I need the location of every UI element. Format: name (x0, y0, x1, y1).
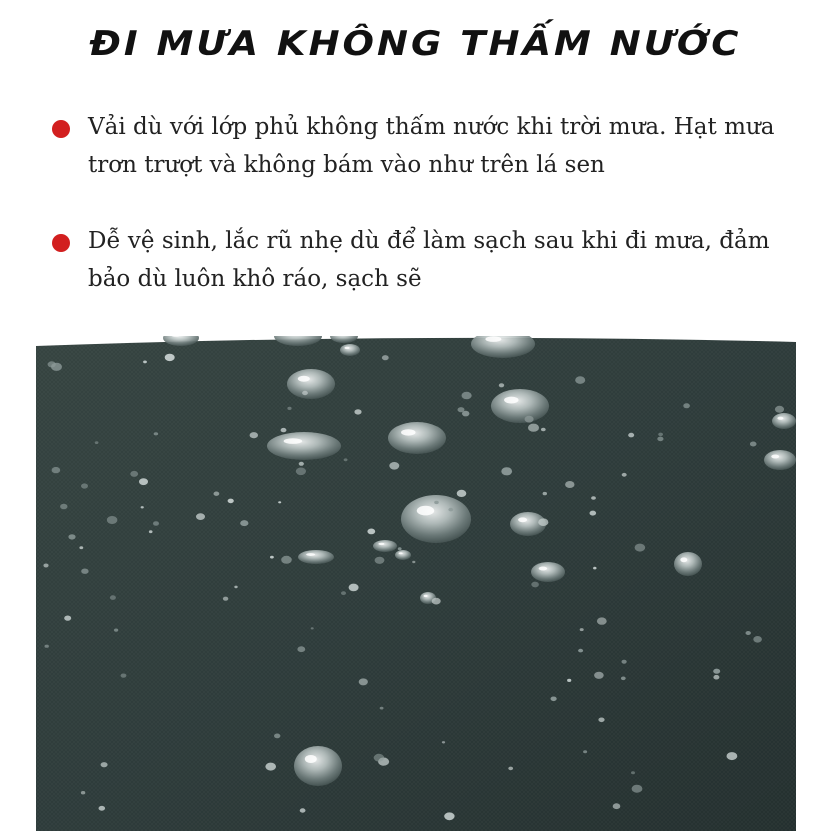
water-speck (139, 478, 148, 485)
water-speck (341, 591, 346, 595)
droplet-highlight (424, 595, 428, 597)
water-speck (64, 616, 71, 621)
water-speck (432, 598, 441, 605)
water-speck (228, 499, 234, 504)
water-speck (434, 501, 439, 504)
water-speck (580, 628, 584, 631)
water-speck (354, 409, 361, 414)
water-speck (525, 416, 534, 423)
water-speck (528, 424, 539, 432)
water-speck (68, 534, 75, 539)
water-speck (154, 432, 158, 435)
water-speck (590, 511, 597, 516)
water-speck (621, 677, 626, 681)
droplet-highlight (771, 455, 779, 459)
water-speck (165, 354, 175, 361)
water-speck (299, 462, 304, 466)
water-speck (107, 516, 118, 524)
water-speck (300, 808, 306, 812)
droplet-highlight (401, 429, 416, 435)
water-speck (114, 629, 118, 632)
water-speck (591, 496, 596, 500)
water-speck (281, 428, 287, 432)
water-speck (223, 597, 228, 601)
droplet-highlight (417, 506, 435, 516)
water-droplet (674, 552, 702, 576)
water-speck (457, 490, 467, 497)
water-speck (143, 361, 147, 364)
water-speck (658, 433, 663, 437)
water-speck (727, 752, 738, 760)
feature-bullet-easy-clean (52, 222, 792, 298)
water-speck (302, 391, 308, 395)
droplet-highlight (298, 376, 310, 382)
droplet-highlight (518, 517, 527, 522)
water-speck (250, 432, 258, 438)
water-speck (598, 718, 604, 723)
water-speck (270, 556, 274, 559)
water-speck (141, 506, 144, 508)
water-speck (79, 546, 83, 549)
water-speck (287, 407, 291, 410)
water-speck (81, 483, 88, 488)
water-droplet (491, 389, 549, 423)
water-speck (746, 631, 751, 635)
water-speck (311, 627, 314, 629)
water-speck (597, 617, 607, 624)
water-speck (551, 697, 557, 702)
water-speck (628, 433, 634, 438)
water-speck (531, 582, 539, 588)
bullet-text: Vải dù với lớp phủ không thấm nước khi trời mưa. Hạt mưa trơn trượt và không bám vào như trên lá sen (88, 114, 775, 178)
water-speck (622, 473, 627, 477)
water-speck (234, 586, 237, 589)
water-speck (274, 734, 280, 739)
water-speck (51, 363, 62, 371)
water-droplet (298, 550, 334, 564)
droplet-highlight (284, 438, 303, 444)
water-speck (153, 521, 159, 526)
water-speck (99, 806, 106, 811)
water-speck (375, 557, 385, 564)
water-speck (462, 392, 472, 400)
water-speck (344, 458, 348, 461)
water-speck (750, 442, 757, 447)
water-speck (412, 561, 415, 563)
water-speck (389, 462, 399, 470)
water-speck (240, 520, 248, 526)
water-speck (632, 785, 643, 793)
water-speck (567, 679, 571, 682)
water-speck (281, 556, 292, 564)
page-title: ĐI MƯA KHÔNG THẤM NƯỚC (89, 23, 742, 64)
water-speck (382, 355, 389, 360)
water-droplet (340, 344, 360, 356)
water-speck (631, 771, 635, 774)
water-speck (196, 513, 205, 520)
bullet-text: Dễ vệ sinh, lắc rũ nhẹ dù để làm sạch sau khi đi mưa, đảm bảo dù luôn khô ráo, sạch sẽ (88, 228, 770, 292)
water-speck (578, 649, 583, 653)
water-speck (657, 437, 663, 442)
water-speck (575, 376, 585, 384)
water-speck (149, 530, 153, 533)
bullet-dot-icon (52, 234, 70, 252)
water-speck (501, 467, 512, 475)
water-speck (101, 762, 108, 767)
droplet-highlight (399, 552, 403, 554)
water-speck (45, 645, 49, 648)
water-speck (214, 492, 220, 496)
water-speck (583, 750, 587, 753)
water-droplet (388, 422, 446, 454)
water-speck (95, 441, 99, 444)
droplet-highlight (345, 347, 350, 349)
droplet-highlight (305, 755, 317, 763)
water-speck (444, 812, 454, 820)
water-speck (296, 468, 306, 476)
water-speck (538, 518, 548, 526)
water-speck (594, 672, 604, 679)
water-speck (442, 741, 445, 743)
water-speck (278, 501, 281, 503)
water-speck (635, 544, 646, 552)
droplet-highlight (539, 567, 548, 571)
water-speck (593, 567, 596, 570)
water-droplet (267, 432, 341, 460)
droplet-highlight (378, 543, 384, 545)
water-speck (508, 767, 513, 771)
water-speck (81, 791, 85, 794)
water-speck (374, 754, 384, 762)
water-speck (43, 564, 48, 568)
water-speck (52, 467, 61, 473)
water-speck (462, 411, 469, 417)
fabric-droplets-photo (36, 336, 796, 831)
water-speck (683, 403, 690, 408)
water-speck (297, 646, 305, 652)
water-droplet (395, 550, 411, 560)
water-speck (380, 707, 384, 710)
water-speck (359, 678, 368, 685)
droplet-highlight (777, 417, 783, 420)
water-speck (753, 636, 762, 643)
water-droplet (772, 413, 796, 429)
water-droplet (294, 746, 342, 786)
water-speck (565, 481, 574, 488)
water-speck (121, 674, 127, 678)
fabric-image (36, 336, 796, 831)
water-speck (81, 569, 88, 574)
droplet-highlight (504, 397, 519, 404)
water-speck (499, 383, 504, 387)
water-droplet (373, 540, 397, 552)
droplet-highlight (485, 336, 501, 342)
water-speck (349, 584, 359, 592)
water-speck (622, 660, 627, 664)
water-speck (713, 669, 720, 674)
water-speck (613, 803, 621, 809)
water-speck (541, 428, 546, 432)
water-droplet (764, 450, 796, 470)
water-droplet (531, 562, 565, 582)
feature-bullet-waterproof (52, 108, 792, 184)
bullet-dot-icon (52, 120, 70, 138)
water-speck (543, 492, 547, 495)
water-speck (713, 675, 719, 680)
water-speck (60, 504, 67, 510)
water-speck (130, 471, 138, 477)
water-speck (775, 406, 784, 413)
water-droplet (287, 369, 335, 399)
water-speck (398, 547, 402, 550)
water-speck (448, 508, 453, 512)
droplet-highlight (306, 553, 315, 556)
droplet-highlight (680, 557, 687, 562)
water-speck (110, 595, 116, 600)
water-speck (367, 529, 375, 535)
water-speck (265, 763, 276, 771)
